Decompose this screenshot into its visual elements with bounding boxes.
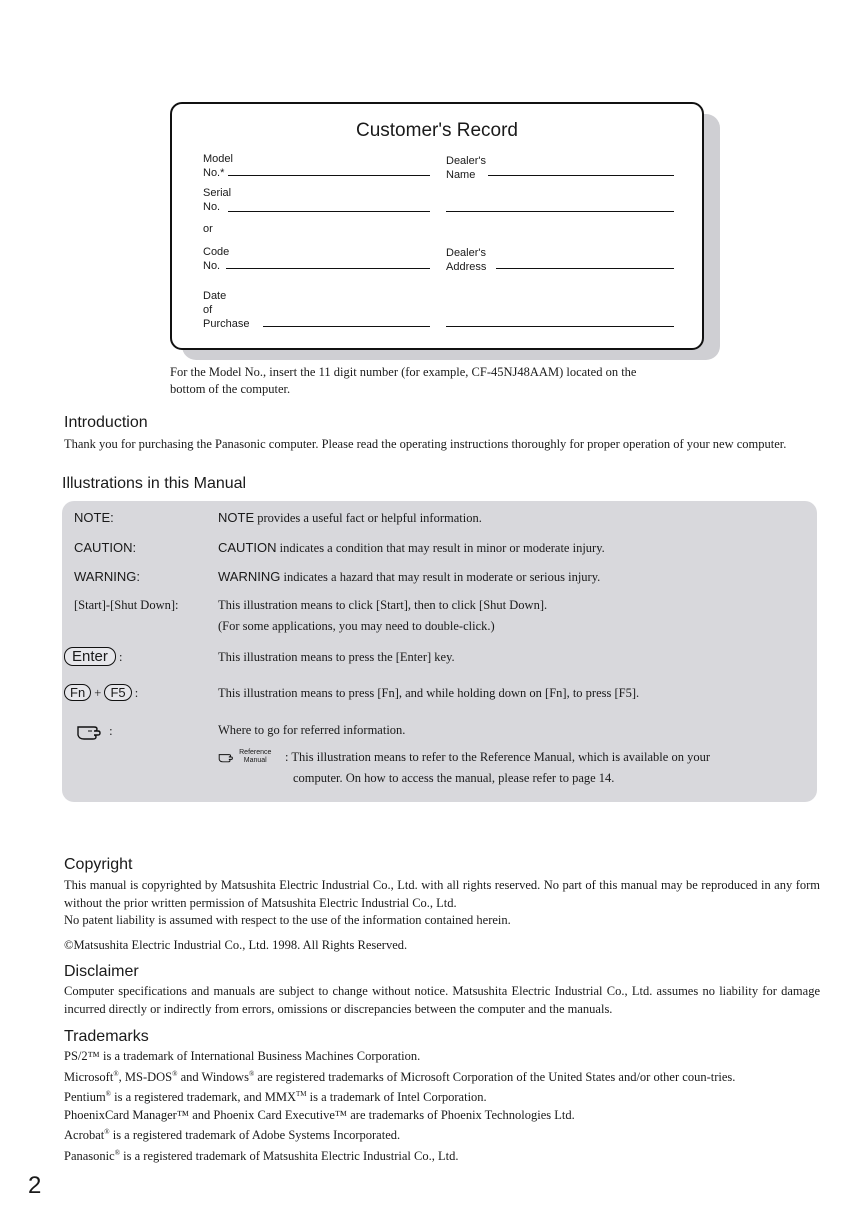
page-number: 2 <box>28 1172 42 1199</box>
or-label: or <box>203 223 213 235</box>
record-title: Customer's Record <box>355 120 518 141</box>
code-label: Code No. <box>203 246 230 272</box>
introduction-text: Thank you for purchasing the Panasonic computer. Please read the operating instructions thoroughly for proper operation of your new computer. <box>64 437 787 451</box>
disclaimer-heading: Disclaimer <box>64 963 139 980</box>
enter-key-illustration: Enter : <box>64 647 122 666</box>
introduction-heading: Introduction <box>64 414 148 431</box>
disclaimer-text: Computer specifications and manuals are subject to change without notice. Matsushita Electric Industrial Co., Ltd. assumes no liability for damage incurred directly or indirectly from errors, omissions or discrepancies between the computer and the manuals. <box>64 984 820 1016</box>
enter-key-icon: Enter <box>64 647 116 666</box>
start-shutdown-description: This illustration means to click [Start], then to click [Shut Down]. (For some applications, you may need to double-click.) <box>218 598 548 633</box>
copyright-text: This manual is copyrighted by Matsushita Electric Industrial Co., Ltd. with all rights reserved. No part of this manual may be reproduced in any form without the prior written permission of Matsushita Electric Industrial Co., Ltd. No patent liability is assumed with respect to the use of the information contained herein. ©Matsushita Electric Industrial Co., Ltd. 1998. All Rights Reserved. <box>64 878 820 952</box>
reference-manual-description: : This illustration means to refer to the Reference Manual, which is available on your computer. On how to access the manual, please refer to page 14. <box>285 750 710 785</box>
f5-key-icon: F5 <box>104 684 131 701</box>
reference-manual-badge: Reference Manual <box>239 749 272 764</box>
fn-f5-illustration: Fn + F5 : <box>64 684 138 701</box>
code-field[interactable] <box>226 268 430 269</box>
enter-description: This illustration means to press the [Enter] key. <box>218 650 455 664</box>
caution-description: CAUTION indicates a condition that may result in minor or moderate injury. <box>218 540 605 555</box>
pointing-hand-small-icon <box>218 751 236 763</box>
record-caption: For the Model No., insert the 11 digit number (for example, CF-45NJ48AAM) located on the bottom of the computer. <box>170 365 637 396</box>
copyright-heading: Copyright <box>64 856 133 873</box>
dealer-name-field[interactable] <box>488 175 674 176</box>
illustrations-heading: Illustrations in this Manual <box>62 475 247 492</box>
dealer-address-field-2[interactable] <box>446 326 674 327</box>
date-label: Date of Purchase <box>203 290 250 330</box>
trademarks-text: PS/2™ is a trademark of International Business Machines Corporation. Microsoft®, MS-DOS® and Windows® are registered trademarks of Microsoft Corporation of the United States and/or other coun-tries. Pentium® is a registered trademark, and MMX™ is a trademark of Intel Corporation. PhoenixCard Manager™ and Phoenix Card Executive™ are trademarks of Phoenix Technologies Ltd. Acrobat® is a registered trademark of Adobe Systems Incorporated. Panasonic® is a registered trademark of Matsushita Electric Industrial Co., Ltd. <box>64 1049 736 1164</box>
fn-key-icon: Fn <box>64 684 91 701</box>
model-field[interactable] <box>228 175 430 176</box>
note-description: NOTE provides a useful fact or helpful information. <box>218 510 482 525</box>
serial-label: Serial No. <box>203 187 232 213</box>
trademarks-heading: Trademarks <box>64 1028 149 1045</box>
refer-description: Where to go for referred information. <box>218 723 406 737</box>
warning-description: WARNING indicates a hazard that may result in moderate or serious injury. <box>218 569 601 584</box>
dealer-address-label: Dealer's Address <box>446 247 487 273</box>
dealer-name-field-2[interactable] <box>446 211 674 212</box>
model-label: Model No.* <box>203 153 233 179</box>
customer-record-card <box>170 102 704 350</box>
note-label: NOTE: <box>74 510 114 525</box>
caution-label: CAUTION: <box>74 540 137 555</box>
pointing-hand-icon <box>76 721 106 741</box>
dealer-address-field[interactable] <box>496 268 674 269</box>
start-shutdown-label: [Start]-[Shut Down]: <box>74 598 179 612</box>
serial-field[interactable] <box>228 211 430 212</box>
warning-label: WARNING: <box>74 569 140 584</box>
reference-manual-illustration <box>218 749 275 765</box>
refer-illustration: : <box>76 721 113 745</box>
fn-description: This illustration means to press [Fn], and while holding down on [Fn], to press [F5]. <box>218 686 640 700</box>
dealer-name-label: Dealer's Name <box>446 155 487 181</box>
date-field[interactable] <box>263 326 430 327</box>
